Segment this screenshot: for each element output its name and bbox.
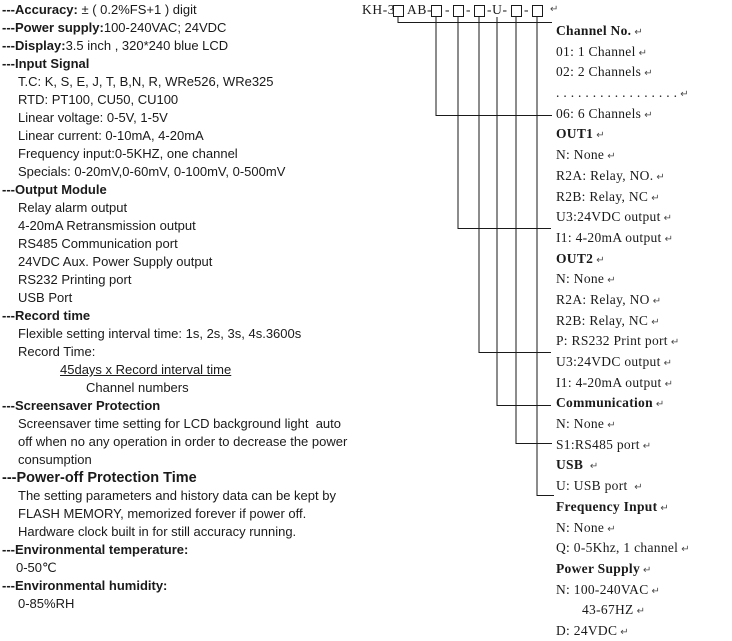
spec-text: RTD: PT100, CU50, CU100	[18, 92, 179, 107]
option-row	[556, 476, 732, 497]
paragraph-mark-icon: ↵	[589, 461, 599, 473]
option-row	[556, 145, 732, 166]
paragraph-mark-icon: ↵	[651, 316, 660, 328]
paragraph-mark-icon: ↵	[652, 295, 662, 307]
option-group-heading-row	[556, 124, 732, 145]
spec-text: Linear voltage: 0-5V, 1-5V	[18, 110, 168, 125]
paragraph-mark-icon: ↵	[663, 358, 673, 369]
option-row	[556, 538, 732, 559]
spec-text: 45days x Record interval time	[60, 362, 232, 377]
option-text: N: None	[556, 147, 605, 163]
option-text: I1: 4-20mA output	[556, 374, 662, 390]
option-row	[556, 518, 732, 539]
option-text: R2B: Relay, NC	[556, 312, 649, 328]
code-text-segment: -	[445, 2, 451, 17]
option-text: Channel No.	[556, 23, 632, 38]
code-text-segment: -	[466, 2, 472, 17]
option-row	[556, 580, 732, 601]
spec-text: Flexible setting interval time: 1s, 2s, 3s, 4s.3600s	[18, 326, 302, 341]
option-group-heading-row	[556, 559, 732, 580]
option-text: D: 24VDC	[556, 622, 618, 638]
option-text: N: None	[556, 519, 605, 535]
spec-heading: ---Power supply:	[2, 20, 104, 35]
option-text: Q: 0-5Khz, 1 channel	[556, 540, 679, 556]
option-row	[556, 207, 732, 228]
option-row	[556, 269, 732, 290]
option-text: USB	[556, 457, 587, 473]
connector-line-communication	[479, 17, 551, 353]
connector-line-frequency	[516, 17, 552, 444]
spec-text: Relay alarm output	[18, 200, 128, 215]
option-text: OUT2	[556, 250, 594, 266]
connector-line-channel-no	[398, 17, 552, 23]
option-row	[556, 621, 732, 641]
paragraph-mark-icon: ↵	[636, 606, 645, 618]
spec-text: 100-240VAC; 24VDC	[103, 20, 227, 35]
paragraph-mark-icon: ↵	[644, 68, 653, 80]
spec-heading: ---Display:	[2, 38, 66, 53]
paragraph-mark-icon: ↵	[681, 544, 690, 556]
option-text: U3:24VDC output	[556, 354, 661, 369]
paragraph-mark-icon: ↵	[660, 502, 669, 514]
spec-text: consumption	[18, 452, 92, 467]
spec-text: Record Time:	[18, 344, 96, 359]
spec-text: Channel numbers	[86, 380, 189, 395]
paragraph-mark-icon: ↵	[663, 213, 673, 225]
paragraph-mark-icon: ↵	[651, 192, 660, 204]
paragraph-mark-icon: ↵	[634, 482, 643, 494]
option-text: P: RS232 Print port	[556, 333, 668, 349]
option-text: . . . . . . . . . . . . . . . . .	[556, 85, 678, 101]
connector-line-power-supply	[537, 17, 554, 496]
paragraph-mark-icon: ↵	[670, 337, 680, 349]
spec-text: 0-50℃	[16, 560, 57, 575]
paragraph-mark-icon: ↵	[644, 109, 653, 121]
paragraph-mark-icon: ↵	[664, 233, 673, 245]
spec-heading: ---Power-off Protection Time	[2, 470, 197, 486]
spec-heading: ---Accuracy:	[2, 2, 78, 17]
spec-text: Hardware clock built in for still accuracy running.	[18, 524, 297, 539]
option-row	[556, 600, 732, 621]
option-text: Frequency Input	[556, 498, 658, 514]
spec-text: RS232 Printing port	[18, 272, 132, 287]
spec-text: FLASH MEMORY, memorized forever if power off.	[18, 506, 307, 521]
spec-text: 24VDC Aux. Power Supply output	[18, 254, 213, 269]
paragraph-mark-icon: ↵	[638, 47, 648, 59]
option-row	[556, 414, 732, 435]
paragraph-mark-icon: ↵	[643, 564, 652, 576]
spec-text: Linear current: 0-10mA, 4-20mA	[18, 128, 204, 143]
code-text-segment: AB-	[407, 2, 433, 17]
connector-line-out1	[436, 17, 552, 116]
paragraph-mark-icon: ↵	[607, 151, 616, 163]
option-text: N: 100-240VAC	[556, 581, 649, 597]
paragraph-mark-icon: ↵	[596, 130, 605, 142]
option-text: 43-67HZ	[582, 602, 634, 618]
option-text: 01: 1 Channel	[556, 43, 636, 59]
paragraph-mark-icon: ↵	[651, 585, 660, 597]
option-text: I1: 4-20mA output	[556, 229, 662, 245]
option-text: N: None	[556, 416, 605, 432]
spec-text: off when no any operation in order to decrease the power	[18, 434, 348, 449]
spec-heading: ---Environmental humidity:	[2, 578, 168, 593]
spec-heading: ---Output Module	[2, 182, 107, 197]
spec-text: ± ( 0.2%FS+1 ) digit	[77, 2, 197, 17]
spec-text: Screensaver time setting for LCD background light auto	[18, 416, 342, 431]
spec-heading: ---Screensaver Protection	[2, 398, 161, 413]
option-list	[556, 21, 732, 641]
paragraph-mark-icon: ↵	[620, 626, 629, 638]
option-row	[556, 228, 732, 249]
spec-text: 0-85%RH	[18, 596, 75, 611]
paragraph-mark-icon: ↵	[607, 275, 616, 287]
spec-text: Specials: 0-20mV,0-60mV, 0-100mV, 0-500mV	[18, 164, 286, 179]
option-text: Power Supply	[556, 560, 640, 576]
option-row	[556, 373, 732, 394]
spec-text: RS485 Communication port	[18, 236, 178, 251]
option-row	[556, 187, 732, 208]
option-text: R2A: Relay, NO.	[556, 167, 654, 183]
option-group-heading-row	[556, 497, 732, 518]
paragraph-mark-icon: ↵	[607, 523, 616, 535]
paragraph-mark-icon: ↵	[634, 27, 643, 38]
option-row	[556, 83, 732, 104]
spec-heading: ---Input Signal	[2, 56, 90, 71]
option-group-heading-row	[556, 249, 732, 270]
spec-text: T.C: K, S, E, J, T, B,N, R, WRe526, WRe325	[18, 74, 274, 89]
option-text: 02: 2 Channels	[556, 64, 642, 80]
spec-text: USB Port	[18, 290, 73, 305]
paragraph-mark-icon: ↵	[607, 420, 616, 432]
spec-text: 3.5 inch , 320*240 blue LCD	[65, 38, 229, 53]
paragraph-mark-icon: ↵	[655, 399, 665, 411]
option-row	[556, 62, 732, 83]
spec-text: 4-20mA Retransmission output	[18, 218, 196, 233]
option-text: OUT1	[556, 126, 594, 142]
option-group-heading-row	[556, 393, 732, 414]
code-text-segment: -	[524, 2, 530, 17]
spec-text: The setting parameters and history data can be kept by	[18, 488, 336, 503]
spec-heading: ---Environmental temperature:	[2, 542, 189, 557]
option-row	[556, 352, 732, 373]
paragraph-mark-icon: ↵	[642, 440, 652, 452]
spec-text: Frequency input:0-5KHZ, one channel	[18, 146, 238, 161]
option-text: U3:24VDC output	[556, 209, 661, 225]
option-row	[556, 166, 732, 187]
option-text: U: USB port	[556, 478, 632, 494]
option-text: N: None	[556, 271, 605, 287]
option-text: R2A: Relay, NO	[556, 291, 650, 307]
option-text: Communication	[556, 395, 653, 411]
option-row	[556, 311, 732, 332]
option-group-heading-row	[556, 21, 732, 42]
spec-heading: ---Record time	[2, 308, 91, 323]
paragraph-mark-icon: ↵	[596, 254, 605, 266]
paragraph-mark-icon: ↵	[664, 378, 673, 390]
paragraph-mark-icon: ↵	[656, 171, 665, 183]
option-row	[556, 42, 732, 63]
option-text: 06: 6 Channels	[556, 105, 642, 121]
paragraph-mark-icon: ↵	[550, 4, 559, 15]
option-text: R2B: Relay, NC	[556, 188, 649, 204]
code-text-segment: -U-	[487, 2, 508, 17]
option-group-heading-row	[556, 455, 732, 476]
paragraph-mark-icon: ↵	[680, 89, 689, 101]
option-row	[556, 331, 732, 352]
code-text-segment: KH-3	[362, 2, 396, 17]
option-row	[556, 104, 732, 125]
option-row	[556, 290, 732, 311]
option-row	[556, 435, 732, 456]
option-text: S1:RS485 port	[556, 436, 640, 452]
connector-line-usb	[497, 17, 551, 406]
